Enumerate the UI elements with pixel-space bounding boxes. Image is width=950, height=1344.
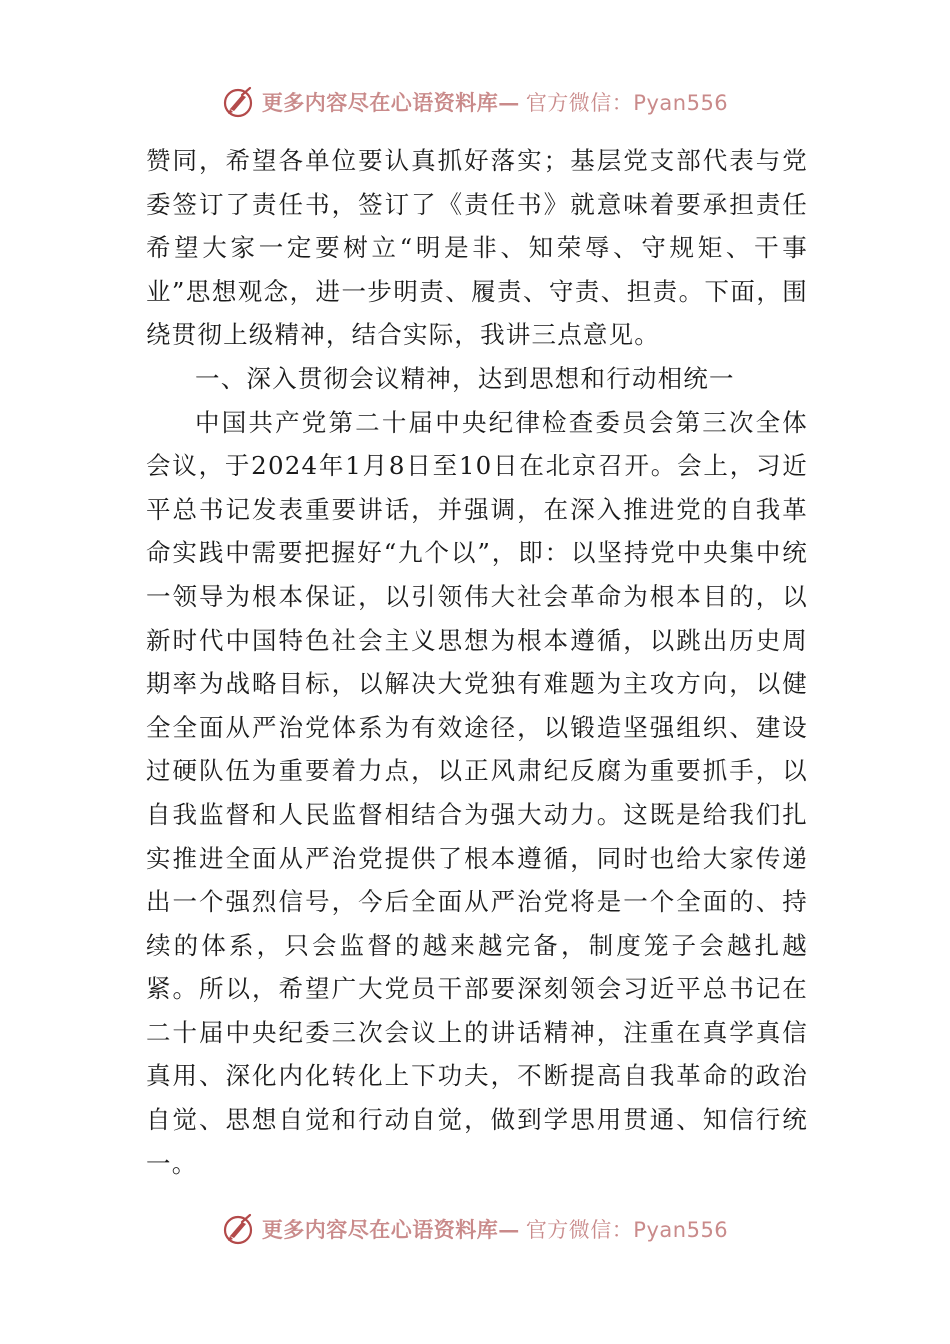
body-paragraph-2: 中国共产党第二十届中央纪律检查委员会第三次全体会议，于2024年1月8日至10日在北京召开。会上，习近平总书记发表重要讲话，并强调，在深入推进党的自我革命实践中需要把握好“九个以”，即：以坚持党中央集中统一领导为根本保证，以引领伟大社会革命为根本目的，以新时代中国特色社会主义思想为根本遵循，以跳出历史周期率为战略目标，以解决大党独有难题为主攻方向，以健全全面从严治党体系为有效途径，以锻造坚强组织、建设过硬队伍为重要着力点，以正风肃纪反腐为重要抓手，以自我监督和人民监督相结合为强大动力。这既是给我们扎实推进全面从严治党提供了根本遵循，同时也给大家传递出一个强烈信号，今后全面从严治党将是一个全面的、持续的体系，只会监督的越来越完备，制度笼子会越扎越紧。所以，希望广大党员干部要深刻领会习近平总书记在二十届中央纪委三次会议上的讲话精神，注重在真学真信真用、深化内化转化上下功夫，不断提高自我革命的政治自觉、思想自觉和行动自觉，做到学思用贯通、知信行统一。	[146, 407, 808, 1178]
document-body	[146, 139, 808, 1185]
banner-wechat-id: 官方微信：Pyan556	[525, 1218, 729, 1242]
banner-site-name: 更多内容尽在心语资料库—	[261, 90, 520, 115]
body-paragraph-1: 赞同，希望各单位要认真抓好落实；基层党支部代表与党委签订了责任书，签订了《责任书》就意味着要承担责任希望大家一定要树立“明是非、知荣辱、守规矩、干事业”思想观念，进一步明责、履责、守责、担责。下面，围绕贯彻上级精神，结合实际，我讲三点意见。	[146, 146, 808, 350]
banner-wechat-id: 官方微信：Pyan556	[525, 91, 729, 115]
footer-watermark-banner	[0, 1209, 950, 1249]
section-heading-1: 一、深入贯彻会议精神，达到思想和行动相统一	[195, 363, 735, 393]
pen-circle-logo-icon	[222, 85, 256, 119]
header-watermark-banner	[0, 82, 950, 122]
pen-circle-logo-icon	[222, 1212, 256, 1246]
banner-site-name: 更多内容尽在心语资料库—	[261, 1217, 520, 1242]
